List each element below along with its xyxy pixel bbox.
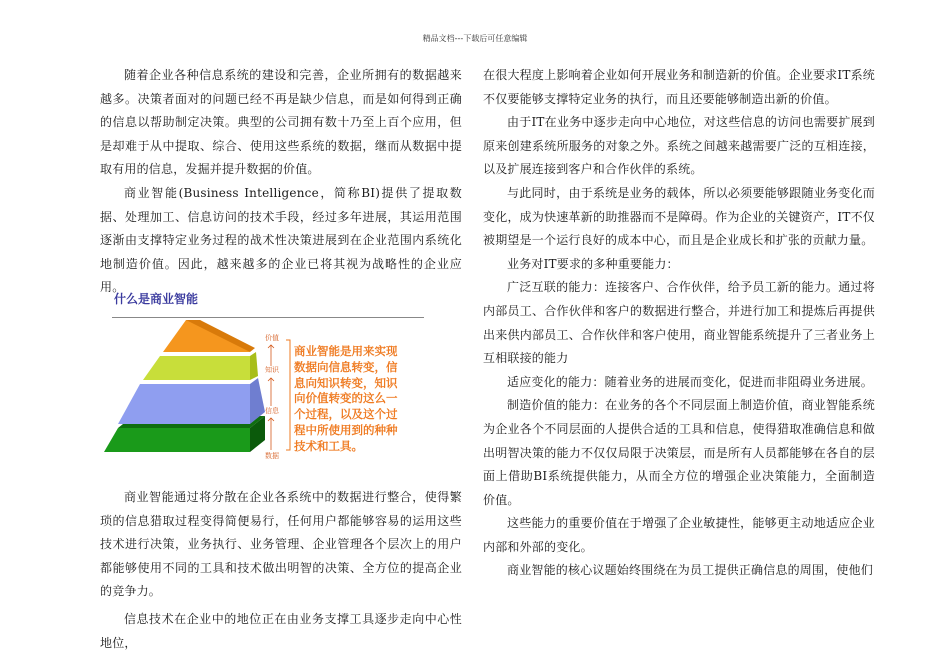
paragraph: 业务对IT要求的多种重要能力：	[507, 256, 679, 271]
caption-bracket	[286, 340, 290, 450]
pyramid-label-data: 数据	[265, 452, 279, 460]
paragraph: 与此同时，由于系统是业务的载体，所以必须要能够跟随业务变化而变化，成为快速革新的助推器而不是障碍。作为企业的关键资产，IT不仅被期望是一个运行良好的成本中心，而且是企业成长和扩张的贡献力量。	[483, 185, 875, 248]
pyramid-layer-knowledge	[143, 356, 250, 380]
paragraph: 在很大程度上影响着企业如何开展业务和制造新的价值。企业要求IT系统不仅要能够支撑特定业务的执行，而且还要能够制造出新的价值。	[483, 68, 875, 106]
pyramid-label-value: 价值	[265, 334, 279, 342]
paragraph: 商业智能通过将分散在企业各系统中的数据进行整合，使得繁琐的信息猎取过程变得简便易行，任何用户都能够容易的运用这些技术进行决策，业务执行、业务管理、企业管理各个层次上的用户都能够使用不同的工具和技术做出明智的决策、全方位的提高企业的竞争力。	[100, 490, 462, 599]
paragraph: 信息技术在企业中的地位正在由业务支撑工具逐步走向中心性地位，	[100, 611, 462, 650]
pyramid-label-knowledge: 知识	[265, 366, 279, 374]
figure-title: 什么是商业智能	[114, 292, 199, 306]
paragraph: 制造价值的能力：在业务的各个不同层面上制造价值，商业智能系统为企业各个不同层面的人提供合适的工具和信息，使得猎取准确信息和做出明智决策的能力不仅仅局限于决策层，而是所有人员都能够在各自的层面上借助BI系统提供能力，从而全方位的增强企业决策能力，全面制造价值。	[483, 398, 875, 507]
pyramid-layer-information	[118, 384, 250, 424]
paragraph: 广泛互联的能力：连接客户、合作伙伴，给予员工新的能力。通过将内部员工、合作伙伴和客户的数据进行整合，并进行加工和提炼后再提供出来供内部员工、合作伙伴和客户使用，商业智能系统提升了三者业务上互相联接的能力	[483, 280, 875, 366]
paragraph: 商业智能的核心议题始终围绕在为员工提供正确信息的周围，使他们	[507, 563, 874, 578]
left-column-bottom	[100, 486, 462, 655]
bi-pyramid-figure	[100, 290, 430, 470]
paragraph: 这些能力的重要价值在于增强了企业敏捷性，能够更主动地适应企业内部和外部的变化。	[483, 516, 875, 554]
paragraph: 随着企业各种信息系统的建设和完善，企业所拥有的数据越来越多。决策者面对的问题已经不再是缺少信息，而是如何得到正确的信息以帮助制定决策。典型的公司拥有数十乃至上百个应用，但是却难于从中提取、综合、使用这些系统的数据，继而从数据中提取有用的信息，发掘并提升数据的价值。	[100, 68, 462, 177]
left-column-top	[100, 64, 462, 300]
paragraph: 适应变化的能力：随着业务的进展而变化，促进而非阻碍业务进展。	[507, 374, 874, 389]
figure-caption: 商业智能是用来实现数据向信息转变，信息向知识转变，知识向价值转变的这么一个过程，以及这个过程中所使用到的种种技术和工具。	[294, 344, 398, 453]
right-column	[483, 64, 875, 583]
paragraph: 由于IT在业务中逐步走向中心地位，对这些信息的访问也需要扩展到原来创建系统所服务的对象之外。系统之间越来越需要广泛的互相连接，以及扩展连接到客户和合作伙伴的系统。	[483, 115, 875, 177]
paragraph: 商业智能(Business Intelligence，简称BI)提供了提取数据、处理加工、信息访问的技术手段，经过多年进展，其运用范围逐渐由支撑特定业务过程的战术性决策进展到在企业范围内系统化地制造价值。因此，越来越多的企业已将其视为战略性的企业应用。	[100, 185, 462, 295]
pyramid-layer-data	[104, 428, 250, 452]
pyramid-label-information: 信息	[265, 407, 279, 415]
figure-divider	[112, 317, 424, 318]
page-header: 精品文档---下载后可任意编辑	[422, 34, 528, 43]
